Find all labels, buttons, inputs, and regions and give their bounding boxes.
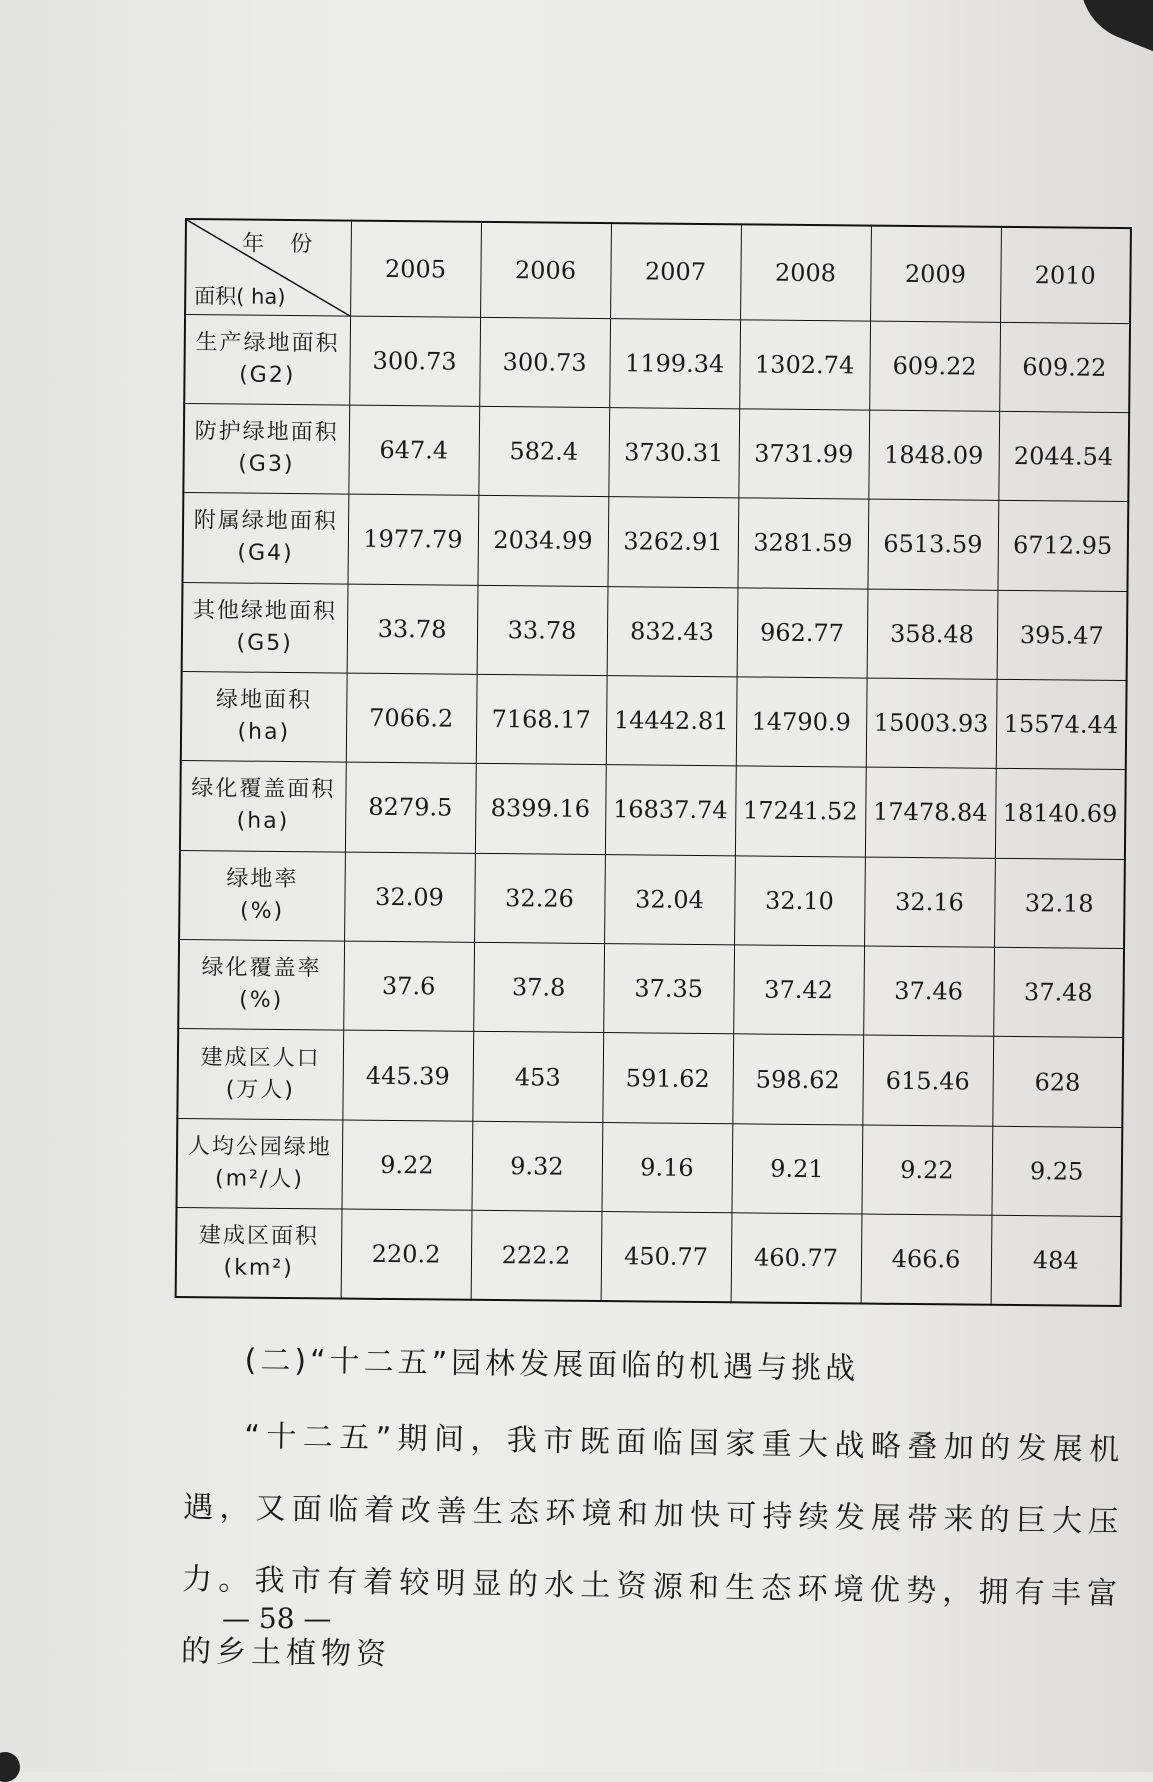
table-cell: 3730.31 — [608, 407, 739, 498]
table-cell: 460.77 — [731, 1213, 862, 1304]
table-cell: 6513.59 — [867, 499, 998, 590]
table-cell: 222.2 — [471, 1210, 602, 1301]
row-header — [179, 850, 345, 941]
year-header: 2008 — [740, 224, 871, 320]
table-cell: 33.78 — [477, 585, 608, 676]
table-row — [181, 671, 1127, 769]
table-cell: 9.22 — [341, 1120, 472, 1211]
year-header: 2009 — [870, 226, 1001, 322]
table-cell: 300.73 — [479, 317, 610, 408]
table-cell: 3262.91 — [607, 497, 738, 588]
table-cell: 591.62 — [602, 1033, 733, 1124]
table-cell: 466.6 — [861, 1214, 992, 1305]
table-body — [176, 314, 1130, 1306]
section-heading: (二)“十二五”园林发展面临的机遇与挑战 — [244, 1342, 860, 1387]
row-label: 绿化覆盖率 — [201, 955, 322, 982]
row-label: 附属绿地面积 — [193, 508, 338, 535]
row-label: 建成区人口 — [200, 1044, 321, 1071]
table-cell: 37.42 — [733, 945, 864, 1036]
table-cell: 37.8 — [473, 942, 604, 1033]
table-cell: 615.46 — [862, 1035, 993, 1126]
table-cell: 598.62 — [732, 1034, 863, 1125]
table-cell: 3731.99 — [738, 409, 869, 500]
table-cell: 628 — [992, 1037, 1123, 1128]
corner-area-label: 面积( ha) — [194, 283, 286, 309]
table-cell: 832.43 — [607, 586, 738, 677]
table-row — [182, 582, 1128, 680]
row-unit: (万人) — [225, 1076, 296, 1103]
table-row — [178, 939, 1124, 1037]
row-unit: (m²/人) — [214, 1166, 305, 1193]
page-number: — 58 — — [222, 1602, 332, 1635]
table-cell: 453 — [472, 1032, 603, 1123]
row-header — [183, 493, 349, 584]
row-header — [180, 761, 346, 852]
table-row — [177, 1029, 1123, 1127]
table-cell: 9.21 — [731, 1124, 862, 1215]
table-cell: 32.16 — [864, 857, 995, 948]
table-cell: 17478.84 — [865, 767, 996, 858]
row-unit: (ha) — [237, 719, 291, 746]
table-cell: 6712.95 — [997, 501, 1128, 592]
row-header — [178, 939, 344, 1030]
table-cell: 2034.99 — [477, 496, 608, 587]
table-cell: 32.18 — [994, 858, 1125, 949]
table-cell: 37.46 — [863, 946, 994, 1037]
table-cell: 7066.2 — [346, 673, 477, 764]
row-header — [177, 1029, 343, 1120]
table-cell: 300.73 — [349, 316, 480, 407]
year-header: 2007 — [610, 223, 741, 319]
table-cell: 1302.74 — [739, 319, 870, 410]
table-cell: 484 — [991, 1215, 1122, 1306]
row-header — [176, 1208, 342, 1299]
table-cell: 37.6 — [343, 941, 474, 1032]
table-cell: 395.47 — [997, 590, 1128, 681]
row-header — [184, 314, 350, 405]
row-unit: (G4) — [237, 540, 294, 567]
table-cell: 3281.59 — [737, 498, 868, 589]
table-cell: 9.16 — [601, 1122, 732, 1213]
table-corner-cell — [185, 219, 351, 316]
row-label: 绿地面积 — [215, 687, 313, 714]
table-row — [176, 1208, 1122, 1306]
row-unit: (G5) — [236, 630, 293, 656]
table-cell: 14790.9 — [736, 677, 867, 768]
year-header: 2010 — [1000, 227, 1131, 323]
table-row — [179, 850, 1125, 948]
year-header: 2006 — [480, 222, 611, 318]
row-header — [177, 1118, 343, 1209]
table-row — [180, 761, 1126, 859]
table-cell: 8279.5 — [345, 762, 476, 853]
row-unit: (%) — [239, 987, 284, 1014]
corner-year-label: 年份 — [242, 231, 339, 258]
table-cell: 14442.81 — [606, 676, 737, 767]
row-header — [182, 582, 348, 673]
table-cell: 582.4 — [478, 406, 609, 497]
table-cell: 16837.74 — [605, 765, 736, 856]
table-cell: 33.78 — [347, 584, 478, 675]
table-row — [183, 403, 1129, 501]
table-cell: 17241.52 — [735, 766, 866, 857]
table-row — [184, 314, 1130, 412]
body-paragraph — [180, 1400, 1124, 1703]
table-row — [183, 493, 1129, 591]
row-header — [183, 403, 349, 494]
green-space-table — [175, 218, 1132, 1307]
row-label: 建成区面积 — [198, 1223, 320, 1250]
table-cell: 647.4 — [348, 405, 479, 496]
table-cell: 32.10 — [734, 855, 865, 946]
table-cell: 37.48 — [993, 947, 1124, 1038]
paragraph-text: “十二五”期间，我市既面临国家重大战略叠加的发展机遇，又面临着改善生态环境和加快可持续发展带来的巨大压力。我市有着较明显的水土资源和生态环境优势，拥有丰富的乡土植物资 — [180, 1418, 1125, 1673]
table-cell: 37.35 — [603, 944, 734, 1035]
row-label: 绿化覆盖面积 — [191, 776, 336, 803]
table-cell: 445.39 — [342, 1030, 473, 1121]
table-cell: 2044.54 — [998, 411, 1129, 502]
table-cell: 1199.34 — [609, 318, 740, 409]
table-cell: 7168.17 — [476, 674, 607, 765]
row-label: 绿地率 — [226, 866, 299, 892]
table-cell: 32.04 — [604, 854, 735, 945]
table-cell: 1977.79 — [347, 494, 478, 585]
table-cell: 962.77 — [737, 587, 868, 678]
table-cell: 32.09 — [344, 852, 475, 943]
table-header-row — [185, 219, 1131, 323]
row-label: 生产绿地面积 — [195, 329, 340, 357]
table-row — [177, 1118, 1123, 1216]
table-cell: 15574.44 — [996, 679, 1127, 770]
row-header — [181, 671, 347, 762]
row-unit: (%) — [239, 898, 285, 924]
table-cell: 358.48 — [867, 589, 998, 680]
row-label: 防护绿地面积 — [194, 419, 339, 446]
table-cell: 9.25 — [991, 1126, 1122, 1217]
row-unit: (G3) — [238, 451, 295, 478]
year-header: 2005 — [350, 221, 481, 317]
table-cell: 18140.69 — [995, 769, 1126, 860]
row-unit: (ha) — [236, 808, 290, 835]
table-cell: 15003.93 — [866, 678, 997, 769]
row-label: 人均公园绿地 — [187, 1133, 332, 1161]
row-unit: (km²) — [223, 1255, 294, 1282]
table-cell: 9.22 — [861, 1125, 992, 1216]
row-label: 其他绿地面积 — [192, 597, 338, 625]
row-unit: (G2) — [239, 362, 296, 388]
table-cell: 609.22 — [999, 322, 1130, 413]
table-cell: 450.77 — [601, 1212, 732, 1303]
table-cell: 220.2 — [341, 1209, 472, 1300]
table-cell: 32.26 — [474, 853, 605, 944]
table-cell: 1848.09 — [868, 410, 999, 501]
table-cell: 9.32 — [471, 1121, 602, 1212]
table-cell: 609.22 — [869, 321, 1000, 412]
table-cell: 8399.16 — [475, 764, 606, 855]
